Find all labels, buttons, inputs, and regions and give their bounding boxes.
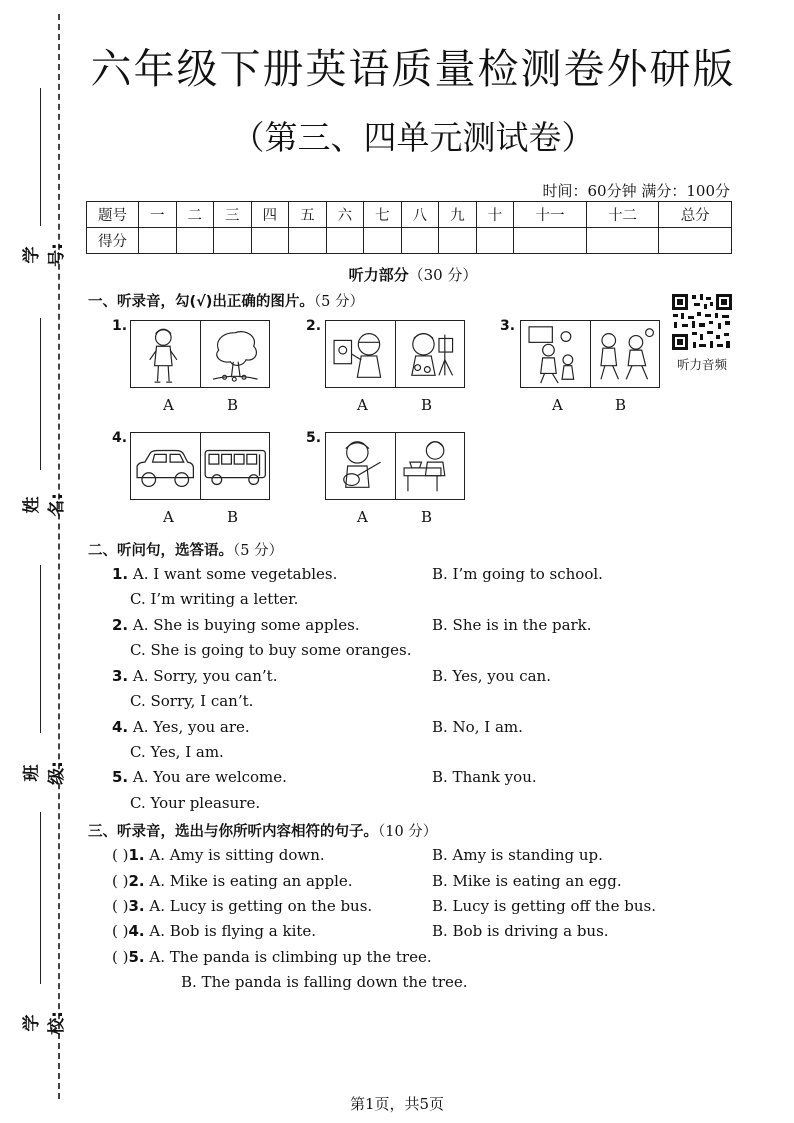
- listening-title-text: 听力部分: [348, 266, 409, 284]
- class-blank[interactable]: [40, 565, 41, 733]
- listening-points: （30 分）: [408, 266, 478, 284]
- option-b-text[interactable]: B. She is in the park.: [432, 616, 592, 634]
- question-number: 3.: [112, 667, 129, 685]
- question-number: 5.: [112, 768, 129, 786]
- score-table-cell: 题号: [87, 202, 139, 228]
- name-blank[interactable]: [40, 318, 41, 470]
- answer-bracket[interactable]: ( ): [112, 897, 129, 915]
- section2-heading: [88, 539, 283, 560]
- score-table: [86, 201, 732, 254]
- picture-question-number: 4.: [112, 430, 128, 446]
- answer-bracket[interactable]: ( ): [112, 872, 129, 890]
- option-b-label: B: [421, 396, 433, 414]
- score-table-score-row: [87, 228, 732, 254]
- score-input-cell[interactable]: [401, 228, 439, 254]
- section1-heading-text: 一、听录音，勾(√)出正确的图片。: [88, 294, 314, 310]
- score-table-cell: 三: [214, 202, 252, 228]
- score-input-cell[interactable]: [514, 228, 587, 254]
- picture-pair-2: [325, 320, 465, 388]
- picture-question-number: 2.: [306, 318, 322, 334]
- option-b-label: B: [227, 508, 239, 526]
- question-number: 4.: [112, 718, 129, 736]
- question-line: [112, 897, 372, 915]
- section3-heading-text: 三、听录音，选出与你所听内容相符的句子。: [88, 824, 378, 840]
- option-a-text[interactable]: A. Bob is flying a kite.: [149, 922, 317, 940]
- question-number: 1.: [112, 565, 129, 583]
- score-input-cell[interactable]: [476, 228, 514, 254]
- option-a-text[interactable]: A. Lucy is getting on the bus.: [149, 897, 373, 915]
- qr-code-icon[interactable]: [670, 292, 734, 352]
- option-b-text[interactable]: B. Amy is standing up.: [432, 846, 603, 864]
- option-a-label: A: [163, 508, 174, 526]
- question-number: 1.: [128, 846, 145, 864]
- score-table-cell: 二: [176, 202, 214, 228]
- option-a-label: A: [357, 508, 368, 526]
- girl-with-easel-picture: [396, 321, 465, 387]
- girl-guitar-picture: [326, 433, 395, 499]
- picture-question-number: 3.: [500, 318, 516, 334]
- student-id-blank[interactable]: [40, 88, 41, 226]
- score-input-cell[interactable]: [251, 228, 289, 254]
- option-b-text[interactable]: B. Mike is eating an egg.: [432, 872, 622, 890]
- option-a-label: A: [357, 396, 368, 414]
- option-a-label: A: [163, 396, 174, 414]
- picture-option-b[interactable]: [590, 321, 660, 387]
- picture-option-a[interactable]: [131, 433, 200, 499]
- option-a-text[interactable]: A. Amy is sitting down.: [149, 846, 325, 864]
- answer-bracket[interactable]: ( ): [112, 846, 129, 864]
- listening-title: [88, 264, 738, 285]
- student-id-label: 学号:: [22, 243, 67, 267]
- score-table-header-row: [87, 202, 732, 228]
- option-b-text[interactable]: B. Yes, you can.: [432, 667, 551, 685]
- score-input-cell[interactable]: [659, 228, 732, 254]
- page-title: 六年级下册英语质量检测卷外研版: [90, 45, 736, 93]
- score-table-cell: 五: [289, 202, 327, 228]
- picture-option-b[interactable]: [200, 433, 270, 499]
- name-label: 姓名:: [22, 493, 67, 517]
- picture-option-a[interactable]: [326, 321, 395, 387]
- page-number: 第1页，共5页: [349, 1095, 445, 1113]
- question-number: 2.: [112, 616, 129, 634]
- score-table-cell: 十二: [586, 202, 659, 228]
- option-b-label: B: [227, 396, 239, 414]
- kids-playing-picture: [591, 321, 660, 387]
- question-line: [112, 846, 325, 864]
- question-number: 4.: [128, 922, 145, 940]
- option-a-label: A: [552, 396, 563, 414]
- option-a-text[interactable]: A. I want some vegetables.: [132, 565, 338, 583]
- section1-points: （5 分）: [313, 294, 365, 310]
- car-picture: [131, 433, 200, 499]
- question-line: [112, 565, 337, 583]
- section2-heading-text: 二、听问句，选答语。: [88, 543, 233, 559]
- question-line: [112, 872, 353, 890]
- option-a-text[interactable]: A. Sorry, you can’t.: [132, 667, 278, 685]
- score-table-cell: 十一: [514, 202, 587, 228]
- question-line: [112, 667, 277, 685]
- score-input-cell[interactable]: [326, 228, 364, 254]
- score-table-cell: 四: [251, 202, 289, 228]
- option-a-text[interactable]: A. The panda is climbing up the tree.: [149, 948, 432, 966]
- score-table-cell: 八: [401, 202, 439, 228]
- picture-question-number: 5.: [306, 430, 322, 446]
- section1-heading: [88, 290, 364, 311]
- score-input-cell[interactable]: [139, 228, 177, 254]
- option-b-text[interactable]: B. I’m going to school.: [432, 565, 603, 583]
- picture-option-b[interactable]: [200, 321, 270, 387]
- picture-pair-1: [130, 320, 270, 388]
- question-line: [112, 616, 360, 634]
- option-b-text[interactable]: B. The panda is falling down the tree.: [181, 973, 468, 991]
- boy-at-desk-picture: [396, 433, 465, 499]
- picture-pair-5: [325, 432, 465, 500]
- picture-pair-3: [520, 320, 660, 388]
- option-c-text[interactable]: C. She is going to buy some oranges.: [130, 641, 412, 659]
- score-table-cell: 六: [326, 202, 364, 228]
- score-input-cell[interactable]: [364, 228, 402, 254]
- question-line: [112, 922, 316, 940]
- qr-label: 听力音频: [676, 357, 727, 372]
- score-table-cell: 一: [139, 202, 177, 228]
- option-b-text[interactable]: B. Lucy is getting off the bus.: [432, 897, 656, 915]
- question-line: [112, 718, 250, 736]
- question-line: [112, 768, 287, 786]
- picture-option-b[interactable]: [395, 433, 465, 499]
- fold-line: [58, 14, 60, 1099]
- option-b-text[interactable]: B. No, I am.: [432, 718, 523, 736]
- option-b-text[interactable]: B. Bob is driving a bus.: [432, 922, 609, 940]
- score-row-label: 得分: [87, 228, 139, 254]
- score-input-cell[interactable]: [439, 228, 477, 254]
- picture-question-number: 1.: [112, 318, 128, 334]
- picture-pair-4: [130, 432, 270, 500]
- option-a-text[interactable]: A. She is buying some apples.: [132, 616, 360, 634]
- score-input-cell[interactable]: [176, 228, 214, 254]
- score-table-cell: 九: [439, 202, 477, 228]
- time-info: 时间：60分钟 满分：100分: [542, 182, 730, 200]
- score-input-cell[interactable]: [289, 228, 327, 254]
- tree-picture: [201, 321, 270, 387]
- school-blank[interactable]: [40, 812, 41, 984]
- option-b-text[interactable]: B. Thank you.: [432, 768, 537, 786]
- girl-drawing-picture: [326, 321, 395, 387]
- section3-heading: [88, 820, 437, 841]
- option-b-label: B: [615, 396, 627, 414]
- answer-bracket[interactable]: ( ): [112, 948, 129, 966]
- boy-figure-picture: [131, 321, 200, 387]
- binding-strip: [0, 0, 70, 1123]
- bus-picture: [201, 433, 270, 499]
- option-c-text[interactable]: C. I’m writing a letter.: [130, 590, 299, 608]
- score-table-cell: 七: [364, 202, 402, 228]
- question-number: 5.: [128, 948, 145, 966]
- school-label: 学校:: [22, 1011, 67, 1035]
- option-a-text[interactable]: A. Mike is eating an apple.: [149, 872, 353, 890]
- option-a-text[interactable]: A. Yes, you are.: [132, 718, 250, 736]
- score-table-cell: 总分: [659, 202, 732, 228]
- question-number: 3.: [128, 897, 145, 915]
- score-table-cell: 十: [476, 202, 514, 228]
- option-c-text[interactable]: C. Sorry, I can’t.: [130, 692, 254, 710]
- section3-points: （10 分）: [378, 824, 438, 840]
- section2-points: （5 分）: [233, 543, 284, 559]
- option-c-text[interactable]: C. Your pleasure.: [130, 794, 261, 812]
- option-a-text[interactable]: A. You are welcome.: [132, 768, 287, 786]
- picture-option-a[interactable]: [326, 433, 395, 499]
- score-input-cell[interactable]: [214, 228, 252, 254]
- question-line: [112, 948, 432, 966]
- class-label: 班级:: [22, 761, 67, 785]
- question-number: 2.: [128, 872, 145, 890]
- score-input-cell[interactable]: [586, 228, 659, 254]
- option-c-text[interactable]: C. Yes, I am.: [130, 743, 224, 761]
- answer-bracket[interactable]: ( ): [112, 922, 129, 940]
- option-b-label: B: [421, 508, 433, 526]
- page-subtitle: （第三、四单元测试卷）: [231, 118, 595, 157]
- picture-option-a[interactable]: [521, 321, 590, 387]
- picture-option-a[interactable]: [131, 321, 200, 387]
- picture-option-b[interactable]: [395, 321, 465, 387]
- basketball-picture: [521, 321, 590, 387]
